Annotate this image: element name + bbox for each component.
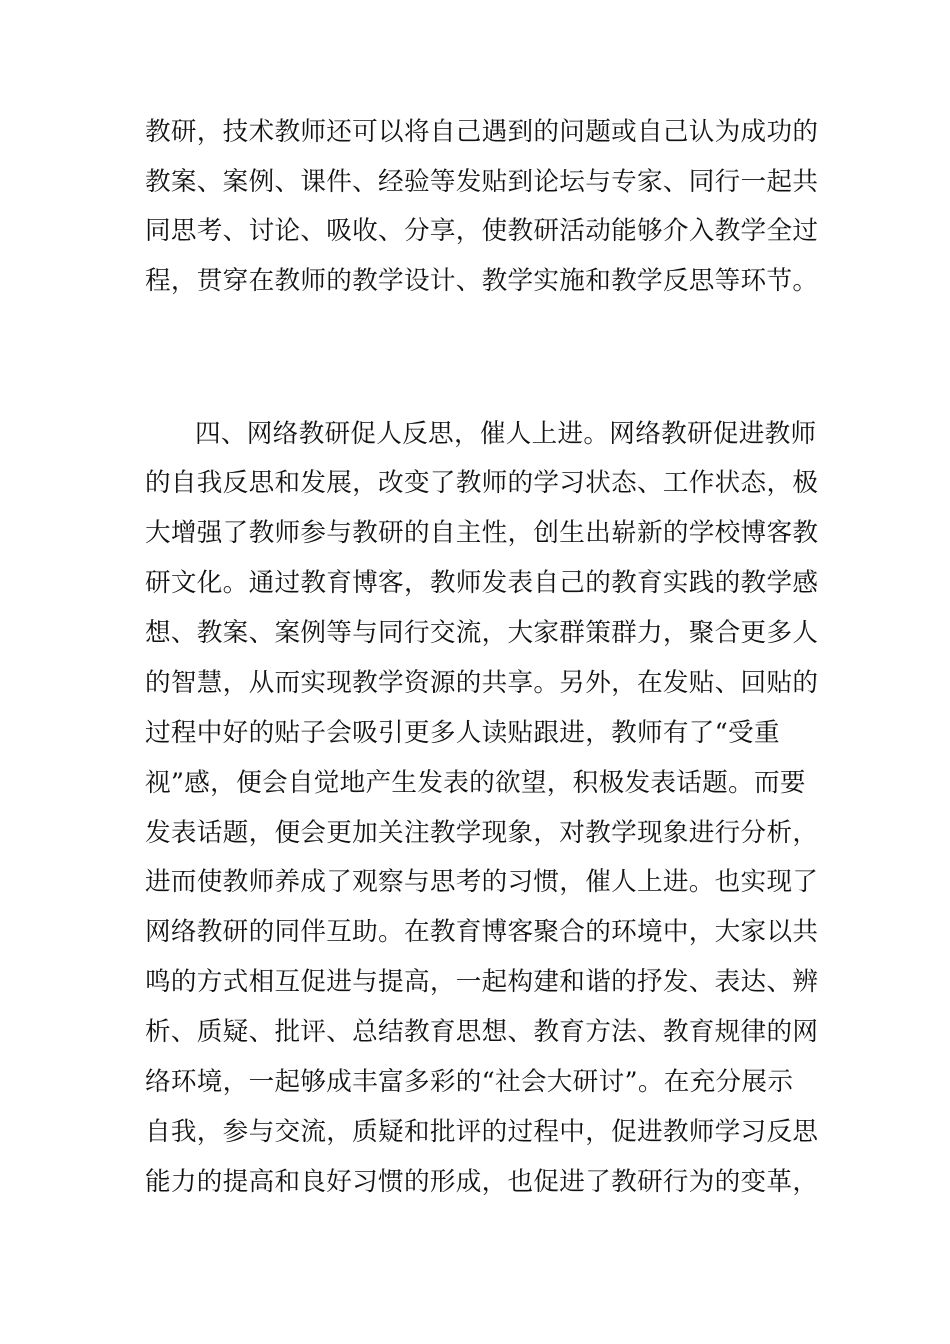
paragraph-1-line-3: 同思考、讨论、吸收、分享，使教研活动能够介入教学全过 (145, 216, 819, 246)
paragraph-2-line-6: 的智慧，从而实现教学资源的共享。另外，在发贴、回贴的 (145, 668, 819, 698)
paragraph-2-line-3: 大增强了教师参与教研的自主性，创生出崭新的学校博客教 (145, 518, 819, 548)
paragraph-2-line-15: 自我，参与交流，质疑和批评的过程中，促进教师学习反思 (145, 1117, 819, 1147)
paragraph-2-line-16: 能力的提高和良好习惯的形成，也促进了教研行为的变革， (145, 1167, 819, 1197)
paragraph-2-line-10: 进而使教师养成了观察与思考的习惯，催人上进。也实现了 (145, 867, 819, 897)
paragraph-2-line-1: 四、网络教研促人反思，催人上进。网络教研促进教师 (195, 419, 817, 449)
paragraph-2-line-2: 的自我反思和发展，改变了教师的学习状态、工作状态，极 (145, 468, 819, 498)
paragraph-2-line-9: 发表话题，便会更加关注教学现象，对教学现象进行分析， (145, 818, 819, 848)
paragraph-2-line-12: 鸣的方式相互促进与提高，一起构建和谐的抒发、表达、辨 (145, 967, 819, 997)
paragraph-2-line-13: 析、质疑、批评、总结教育思想、教育方法、教育规律的网 (145, 1017, 819, 1047)
paragraph-1-line-1: 教研，技术教师还可以将自己遇到的问题或自己认为成功的 (145, 117, 819, 147)
paragraph-2-line-11: 网络教研的同伴互助。在教育博客聚合的环境中，大家以共 (145, 917, 819, 947)
paragraph-1-line-4: 程，贯穿在教师的教学设计、教学实施和教学反思等环节。 (145, 266, 819, 296)
paragraph-2-line-7: 过程中好的贴子会吸引更多人读贴跟进，教师有了“受重 (145, 718, 780, 748)
paragraph-2-line-8: 视”感，便会自觉地产生发表的欲望，积极发表话题。而要 (145, 768, 806, 798)
paragraph-1-line-2: 教案、案例、课件、经验等发贴到论坛与专家、同行一起共 (145, 167, 819, 197)
paragraph-2-line-4: 研文化。通过教育博客，教师发表自己的教育实践的教学感 (145, 568, 819, 598)
paragraph-2-line-5: 想、教案、案例等与同行交流，大家群策群力，聚合更多人 (145, 618, 819, 648)
paragraph-2-line-14: 络环境，一起够成丰富多彩的“社会大研讨”。在充分展示 (145, 1067, 794, 1097)
